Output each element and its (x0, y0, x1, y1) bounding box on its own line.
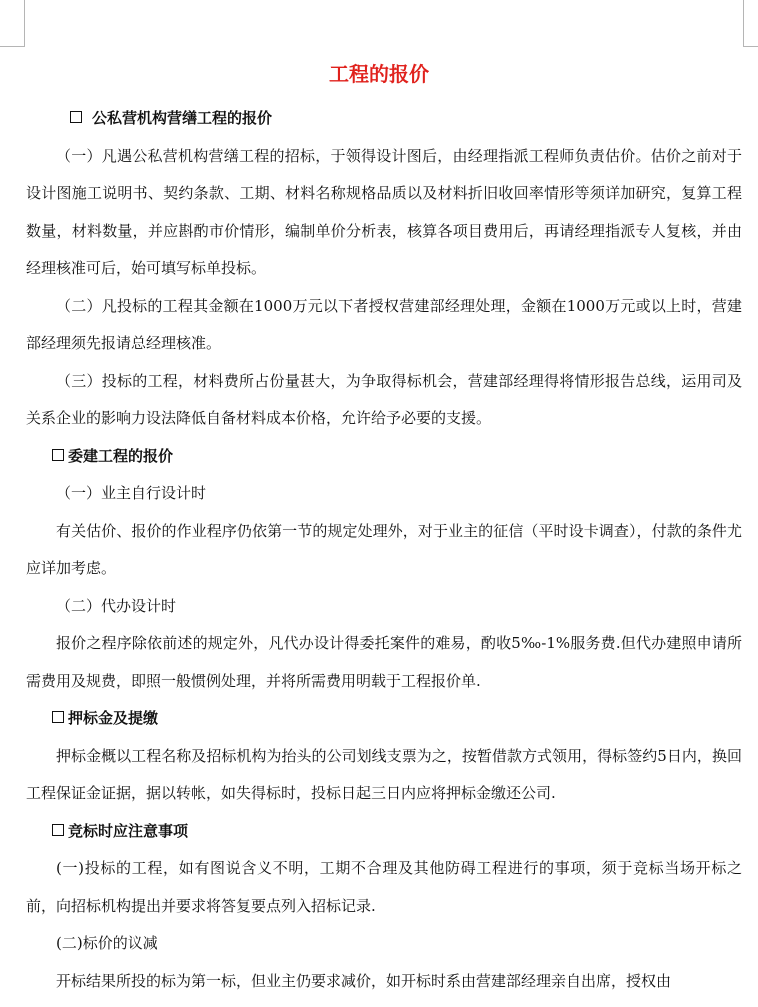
section-heading-text: 公私营机构营缮工程的报价 (92, 109, 273, 127)
section-heading-public-private (26, 100, 742, 138)
crop-mark-top-left (0, 0, 25, 47)
paragraph: （二）凡投标的工程其金额在1000万元以下者授权营建部经理处理，金额在1000万元或以上时，营建部经理须先报请总经理核准。 (26, 296, 742, 352)
document-body (26, 100, 742, 1000)
section-heading-text: 押标金及提缴 (68, 709, 159, 727)
paragraph: (一)投标的工程，如有图说含义不明，工期不合理及其他防碍工程进行的事项，须于竞标当场开标之前，向招标机构提出并要求将答复要点列入招标记录. (26, 859, 742, 915)
paragraph: 报价之程序除依前述的规定外，凡代办设计得委托案件的难易，酌收5‰-1%服务费.但代办建照申请所需费用及规费，即照一般惯例处理，并将所需费用明载于工程报价单. (26, 634, 742, 690)
paragraph: 开标结果所投的标为第一标，但业主仍要求减价，如开标时系由营建部经理亲自出席，授权由 (56, 971, 672, 990)
paragraph: 押标金概以工程名称及招标机构为抬头的公司划线支票为之，按暂借款方式领用，得标签约5日内，换回工程保证金证据，据以转帐，如失得标时，投标日起三日内应将押标金缴还公司. (26, 746, 742, 802)
section-heading-text: 委建工程的报价 (68, 446, 174, 465)
subheading: （一）业主自行设计时 (56, 484, 207, 502)
document-title: 工程的报价 (329, 62, 429, 86)
paragraph: （一）凡遇公私营机构营缮工程的招标，于领得设计图后，由经理指派工程师负责估价。估价之前对于设计图施工说明书、契约条款、工期、材料名称规格品质以及材料折旧收回率情形等须详加研究，复算工程数量，材料数量，并应斟酌市价情形，编制单价分析表，核算各项目费用后，再请经理指派专人复核，并由经理核准可后，始可填写标单投标。 (26, 146, 742, 277)
checkbox-icon (52, 824, 64, 836)
paragraph: 有关估价、报价的作业程序仍依第一节的规定处理外，对于业主的征信（平时设卡调查），付款的条件尤应详加考虑。 (26, 521, 742, 577)
section-heading-commissioned (26, 438, 742, 476)
section-heading-bidding-notes (26, 813, 742, 851)
paragraph: （三）投标的工程，材料费所占份量甚大，为争取得标机会，营建部经理得将情形报告总线，运用司及关系企业的影响力设法降低自备材料成本价格，允许给予必要的支援。 (26, 371, 742, 427)
checkbox-icon (52, 711, 64, 723)
checkbox-icon (52, 449, 64, 461)
subheading: (二)标价的议减 (56, 934, 158, 952)
checkbox-icon (70, 111, 82, 123)
crop-mark-top-right (743, 0, 758, 47)
section-heading-text: 竞标时应注意事项 (68, 821, 189, 840)
subheading: （二）代办设计时 (56, 596, 177, 615)
section-heading-bid-deposit (26, 700, 742, 738)
